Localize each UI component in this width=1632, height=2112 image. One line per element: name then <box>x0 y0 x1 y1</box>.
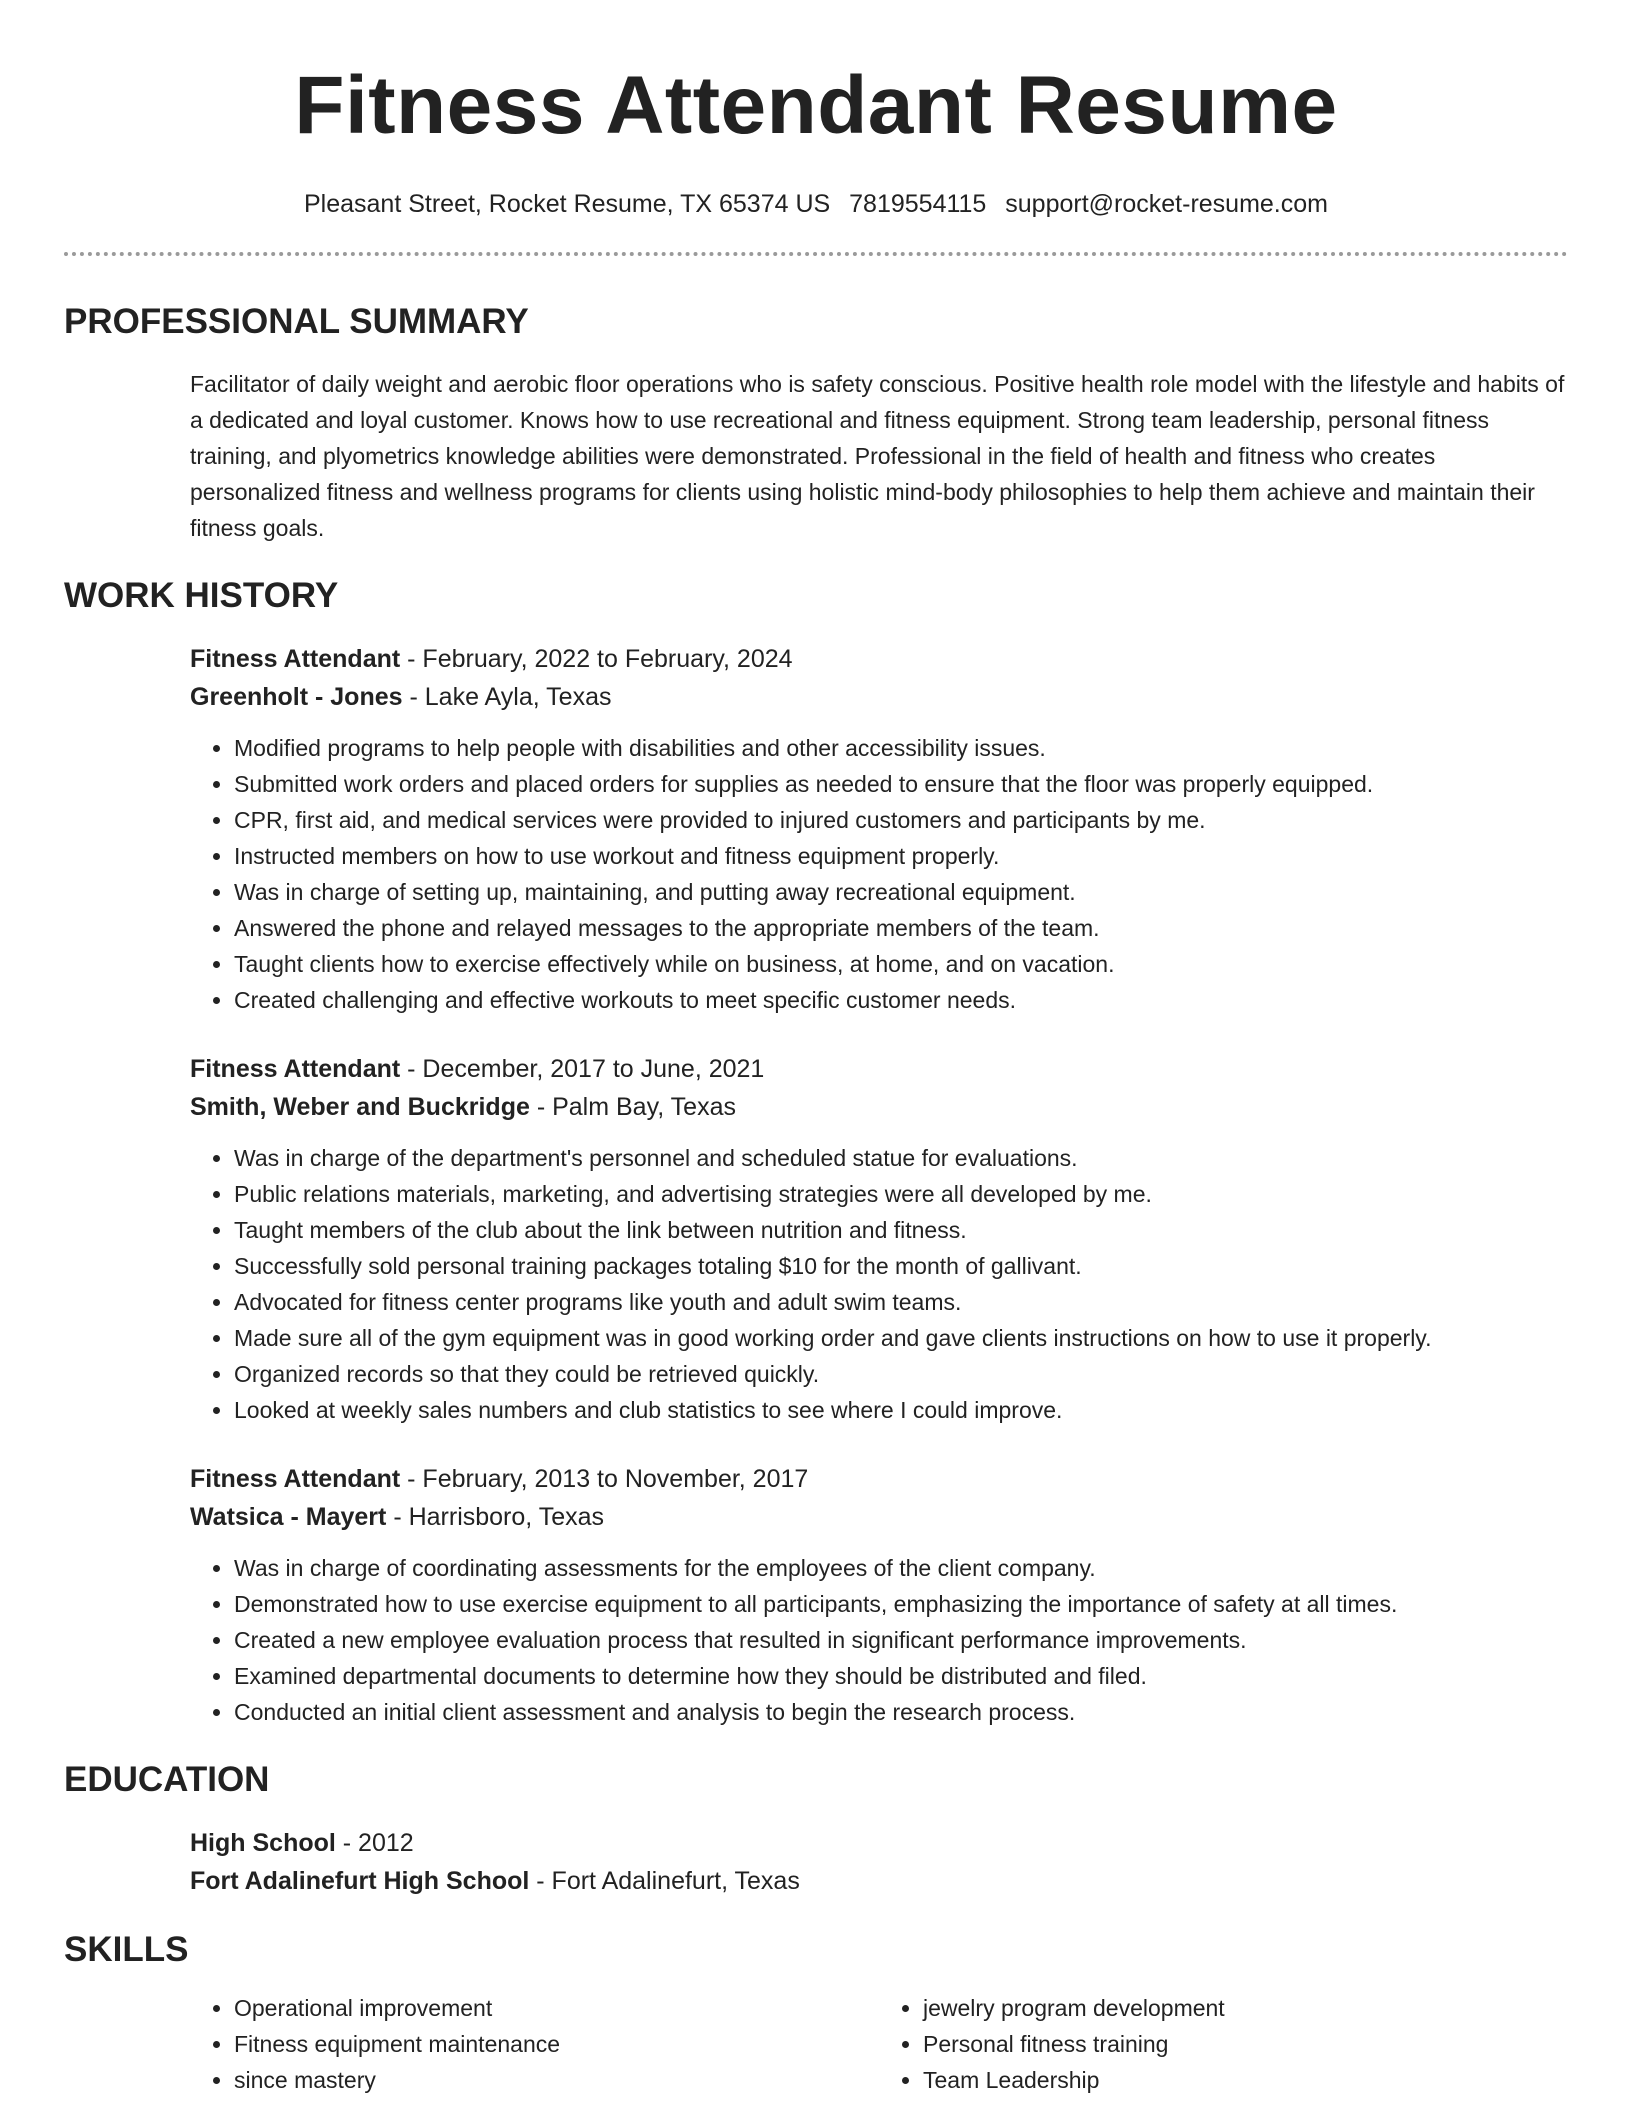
list-item: • Created a new employee evaluation process that resulted in significant performance improvements. <box>234 1622 1568 1658</box>
skills-columns <box>190 1972 1568 2098</box>
list-item: • Taught clients how to exercise effectively while on business, at home, and on vacation. <box>234 946 1568 982</box>
education-location: - Fort Adalinefurt, Texas <box>529 1867 800 1895</box>
list-item: • Organized records so that they could be retrieved quickly. <box>234 1356 1568 1392</box>
job-bullets <box>190 1550 1568 1730</box>
job-company-line <box>190 1498 1568 1536</box>
education-school: Fort Adalinefurt High School <box>190 1867 530 1895</box>
job-dates: - December, 2017 to June, 2021 <box>400 1055 765 1083</box>
job-company: Smith, Weber and Buckridge <box>190 1093 530 1121</box>
job-title-line <box>190 1460 1568 1498</box>
skill-item: • Fitness equipment maintenance <box>234 2026 879 2062</box>
list-item: • Created challenging and effective workouts to meet specific customer needs. <box>234 982 1568 1018</box>
skills-section <box>0 1928 1632 2098</box>
list-item: • Successfully sold personal training packages totaling $10 for the month of gallivant. <box>234 1248 1568 1284</box>
resume-title: Fitness Attendant Resume <box>294 60 1338 151</box>
contact-line <box>0 188 1632 220</box>
list-item: • CPR, first aid, and medical services were provided to injured customers and participants by me. <box>234 802 1568 838</box>
job-title-line <box>190 640 1568 678</box>
job-company-line <box>190 678 1568 716</box>
resume-header <box>0 0 1632 220</box>
list-item: • Taught members of the club about the link between nutrition and fitness. <box>234 1212 1568 1248</box>
skill-item: • Personal fitness training <box>923 2026 1568 2062</box>
job-title-line <box>190 1050 1568 1088</box>
section-title-education: EDUCATION <box>64 1760 270 1799</box>
list-item: • Examined departmental documents to determine how they should be distributed and filed. <box>234 1658 1568 1694</box>
job-location: - Palm Bay, Texas <box>529 1093 736 1121</box>
list-item: • Instructed members on how to use workout and fitness equipment properly. <box>234 838 1568 874</box>
education-entry <box>64 1824 1568 1900</box>
skills-list-left <box>190 1990 879 2098</box>
contact-email: support@rocket-resume.com <box>1005 190 1328 218</box>
job-dates: - February, 2013 to November, 2017 <box>400 1465 809 1493</box>
contact-address: Pleasant Street, Rocket Resume, TX 65374 US <box>303 190 831 218</box>
job-company: Greenholt - Jones <box>190 683 403 711</box>
list-item: • Submitted work orders and placed orders for supplies as needed to ensure that the floor was properly equipped. <box>234 766 1568 802</box>
education-year: - 2012 <box>335 1829 414 1857</box>
list-item: • Was in charge of the department's personnel and scheduled statue for evaluations. <box>234 1140 1568 1176</box>
list-item: • Demonstrated how to use exercise equipment to all participants, emphasizing the importance of safety at all times. <box>234 1586 1568 1622</box>
section-title-summary: PROFESSIONAL SUMMARY <box>64 302 529 341</box>
list-item: • Modified programs to help people with disabilities and other accessibility issues. <box>234 730 1568 766</box>
education-section <box>0 1758 1632 1900</box>
list-item: • Conducted an initial client assessment and analysis to begin the research process. <box>234 1694 1568 1730</box>
contact-phone: 7819554115 <box>849 190 987 218</box>
list-item: • Was in charge of setting up, maintaining, and putting away recreational equipment. <box>234 874 1568 910</box>
job-company: Watsica - Mayert <box>190 1503 387 1531</box>
job-entry <box>64 1050 1568 1428</box>
job-location: - Harrisboro, Texas <box>386 1503 605 1531</box>
list-item: • Advocated for fitness center programs like youth and adult swim teams. <box>234 1284 1568 1320</box>
education-school-line <box>190 1862 1568 1900</box>
job-dates: - February, 2022 to February, 2024 <box>400 645 793 673</box>
job-role: Fitness Attendant <box>190 1055 401 1083</box>
job-entry <box>64 1460 1568 1730</box>
job-entry <box>64 640 1568 1018</box>
job-company-line <box>190 1088 1568 1126</box>
job-bullets <box>190 1140 1568 1428</box>
list-item: • Made sure all of the gym equipment was in good working order and gave clients instructions on how to use it properly. <box>234 1320 1568 1356</box>
list-item: • Was in charge of coordinating assessments for the employees of the client company. <box>234 1550 1568 1586</box>
summary-section <box>0 300 1632 546</box>
list-item: • Public relations materials, marketing, and advertising strategies were all developed by me. <box>234 1176 1568 1212</box>
section-title-skills: SKILLS <box>64 1930 189 1969</box>
education-degree-line <box>190 1824 1568 1862</box>
job-role: Fitness Attendant <box>190 1465 401 1493</box>
job-bullets <box>190 730 1568 1018</box>
skill-item: • jewelry program development <box>923 1990 1568 2026</box>
summary-text: Facilitator of daily weight and aerobic floor operations who is safety conscious. Positive health role model with the lifestyle and habits of a dedicated and loyal customer. Knows how to use recreational and fitness equipment. Strong team leadership, personal fitness training, and plyometrics knowledge abilities were demonstrated. Professional in the field of health and fitness who creates personalized fitness and wellness programs for clients using holistic mind-body philosophies to help them achieve and maintain their fitness goals. <box>190 371 1565 541</box>
work-history-section <box>0 574 1632 1730</box>
education-degree: High School <box>190 1829 336 1857</box>
skill-item: • Operational improvement <box>234 1990 879 2026</box>
list-item: • Looked at weekly sales numbers and club statistics to see where I could improve. <box>234 1392 1568 1428</box>
skills-list-right <box>879 1990 1568 2098</box>
job-location: - Lake Ayla, Texas <box>402 683 612 711</box>
list-item: • Answered the phone and relayed messages to the appropriate members of the team. <box>234 910 1568 946</box>
job-role: Fitness Attendant <box>190 645 401 673</box>
section-title-work-history: WORK HISTORY <box>64 576 339 615</box>
skill-item: • since mastery <box>234 2062 879 2098</box>
header-divider <box>64 252 1568 256</box>
skill-item: • Team Leadership <box>923 2062 1568 2098</box>
